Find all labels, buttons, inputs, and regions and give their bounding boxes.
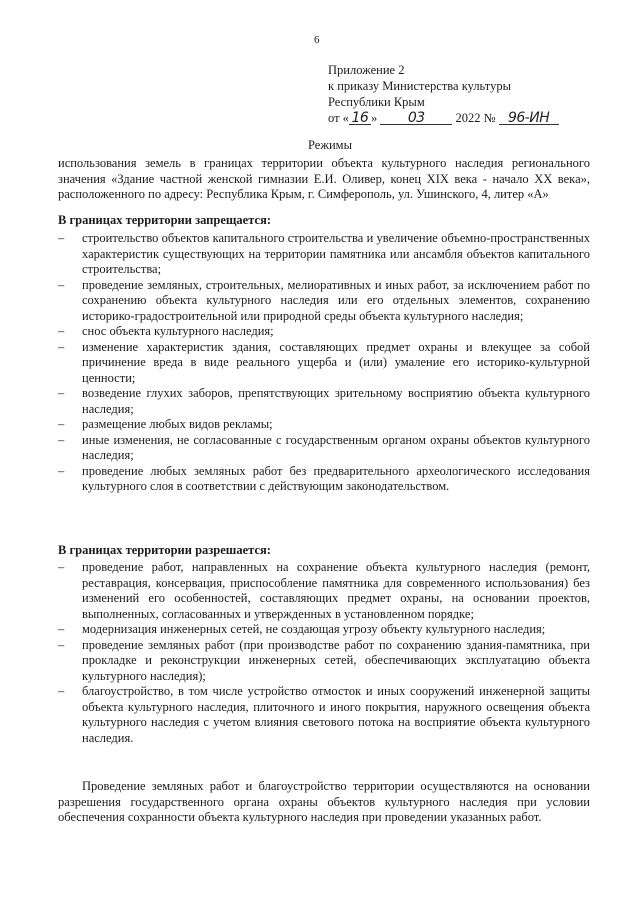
list-dash: – bbox=[58, 463, 65, 478]
page-number: 6 bbox=[314, 34, 320, 46]
list-item-text: иные изменения, не согласованные с государственным органом охраны объектов культурного наследия; bbox=[82, 432, 590, 462]
order-date-line bbox=[328, 110, 559, 126]
list-dash: – bbox=[58, 622, 65, 636]
list-item-text: снос объекта культурного наследия; bbox=[82, 324, 274, 338]
list-item bbox=[58, 231, 590, 278]
allowed-list bbox=[58, 560, 590, 746]
order-month-value: 03 bbox=[407, 110, 425, 126]
order-year: 2022 № bbox=[455, 111, 496, 125]
list-item bbox=[58, 638, 590, 685]
document-subtitle: использования земель в границах территории объекта культурного наследия регионального значения «Здание частной женской гимназии Е.И. Оливер, конец XIX века - начало XX века», расположенного по адресу: Республика Крым, г. Симферополь, ул. Ушинского, 4, литер «А» bbox=[58, 156, 590, 201]
list-item-text: проведение земляных работ (при производстве работ по сохранению здания-памятника, при прокладке и реконструкции инженерных сетей, обеспечивающих эксплуатацию объекта культурного наследия); bbox=[82, 637, 590, 683]
list-dash: – bbox=[58, 432, 65, 447]
list-item-text: строительство объектов капитального строительства и увеличение объемно-пространственных характеристик существующих на территории памятника или ансамбля объектов капитального строительства; bbox=[82, 231, 590, 276]
list-item bbox=[58, 622, 590, 638]
list-item bbox=[58, 684, 590, 746]
list-item-text: проведение земляных, строительных, мелиоративных и иных работ, за исключением работ по сохранению объекта культурного наследия или его отдельных элементов, сохранению историко-градостроительной или природной среды объекта культурного наследия; bbox=[82, 277, 590, 323]
list-item bbox=[58, 278, 590, 325]
order-number bbox=[499, 110, 559, 125]
list-item-text: благоустройство, в том числе устройство отмосток и иных сооружений инженерной защиты объекта культурного наследия, плиточного и иного покрытия, наружного освещения объекта культурного наследия с учетом влияния светового потока на восприятие объекта культурного наследия. bbox=[82, 684, 590, 745]
list-item bbox=[58, 417, 590, 433]
document-title: Режимы bbox=[308, 138, 352, 152]
order-day bbox=[349, 110, 371, 125]
allowed-heading: В границах территории разрешается: bbox=[58, 543, 271, 557]
prohibited-heading: В границах территории запрещается: bbox=[58, 213, 272, 227]
prohibited-list bbox=[58, 231, 590, 495]
appendix-block bbox=[328, 62, 559, 126]
list-item-text: изменение характеристик здания, составляющих предмет охраны и влекущее за собой причинение вреда в виде реального ущерба и (или) умаление его историко-культурной ценности; bbox=[82, 339, 590, 385]
list-dash: – bbox=[58, 417, 65, 431]
appendix-title: Приложение 2 bbox=[328, 63, 405, 77]
list-dash: – bbox=[58, 231, 65, 245]
order-number-value: 96-ИН bbox=[507, 110, 550, 126]
list-item-text: размещение любых видов рекламы; bbox=[82, 417, 273, 431]
appendix-ministry: Республики Крым bbox=[328, 95, 425, 109]
list-item-text: проведение работ, направленных на сохранение объекта культурного наследия (ремонт, реставрация, консервация, приспособление памятника для современного использования) без изменений его особенностей, составляющих предмет охраны, на основании проектов, выполненных, согласованных и утвержденных в установленном порядке; bbox=[82, 560, 590, 621]
list-dash: – bbox=[58, 684, 65, 698]
appendix-order: к приказу Министерства культуры bbox=[328, 79, 511, 93]
list-item bbox=[58, 340, 590, 387]
list-item bbox=[58, 560, 590, 622]
list-dash: – bbox=[58, 339, 65, 354]
order-day-value: 16 bbox=[351, 110, 369, 126]
list-item bbox=[58, 324, 590, 340]
list-item bbox=[58, 433, 590, 464]
list-item-text: проведение любых земляных работ без предварительного археологического исследования культурного слоя в соответствии с действующим законодательством. bbox=[82, 463, 590, 493]
list-item bbox=[58, 464, 590, 495]
list-dash: – bbox=[58, 277, 65, 292]
list-item-text: возведение глухих заборов, препятствующих зрительному восприятию объекта культурного наследия; bbox=[82, 386, 590, 416]
list-dash: – bbox=[58, 560, 65, 574]
list-dash: – bbox=[58, 637, 65, 652]
order-quote-close: » bbox=[370, 111, 378, 125]
list-item-text: модернизация инженерных сетей, не создающая угрозу объекту культурного наследия; bbox=[82, 622, 546, 636]
final-paragraph: Проведение земляных работ и благоустройство территории осуществляются на основании разрешения государственного органа охраны объектов культурного наследия при условии обеспечения сохранности объекта культурного наследия при проведении указанных работ. bbox=[58, 779, 590, 824]
order-month bbox=[380, 110, 452, 125]
list-dash: – bbox=[58, 386, 65, 400]
order-from-label: от « bbox=[328, 111, 349, 125]
list-dash: – bbox=[58, 324, 65, 338]
list-item bbox=[58, 386, 590, 417]
